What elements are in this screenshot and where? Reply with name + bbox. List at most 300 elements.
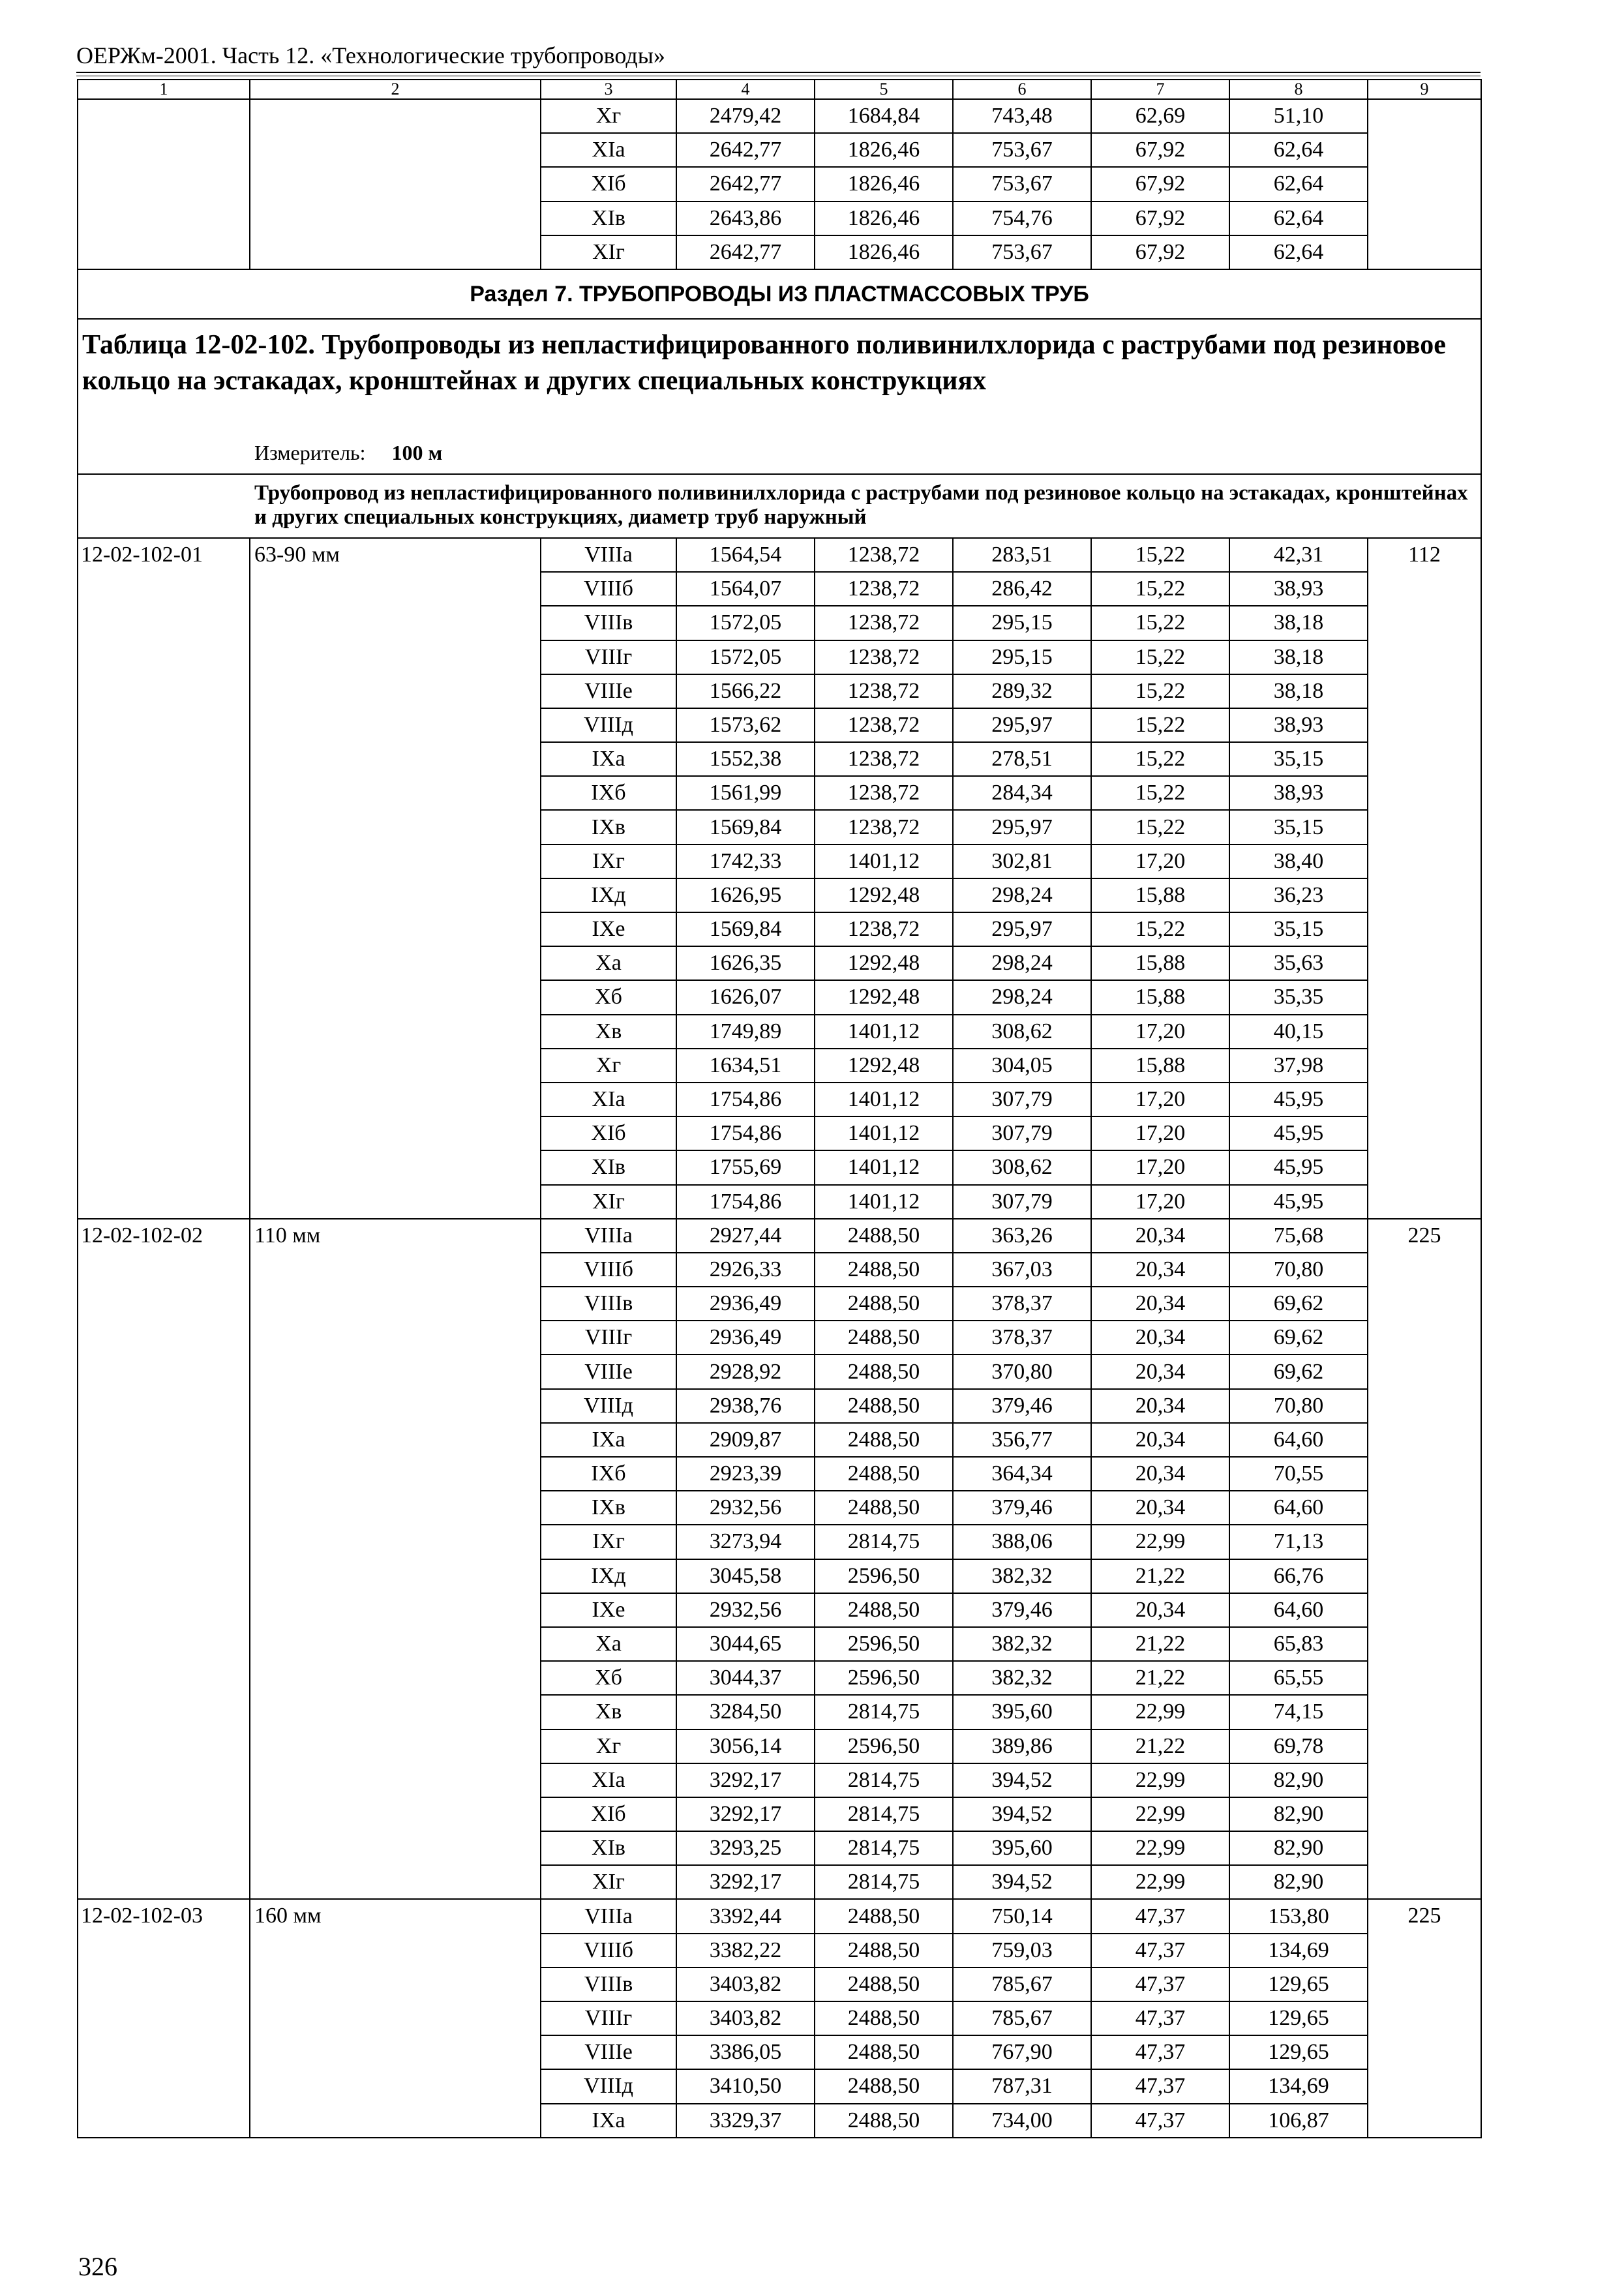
section-row: [78, 269, 1481, 319]
data-cell: 21,22: [1091, 1661, 1229, 1695]
data-cell: VIIIд: [541, 1389, 676, 1423]
data-cell: 70,55: [1229, 1457, 1368, 1491]
data-cell: 2814,75: [815, 1831, 953, 1865]
data-cell: 2909,87: [676, 1423, 815, 1457]
data-cell: VIIIв: [541, 1287, 676, 1321]
data-cell: 1401,12: [815, 1083, 953, 1116]
data-cell: 1238,72: [815, 606, 953, 640]
data-cell: 15,22: [1091, 810, 1229, 844]
data-cell: 2488,50: [815, 1934, 953, 1967]
data-cell: 370,80: [953, 1354, 1091, 1388]
data-cell: 2488,50: [815, 1321, 953, 1354]
data-cell: 2643,86: [676, 202, 815, 235]
data-cell: 298,24: [953, 946, 1091, 980]
data-cell: 295,97: [953, 810, 1091, 844]
data-cell: 1552,38: [676, 742, 815, 776]
data-cell: 753,67: [953, 167, 1091, 201]
data-cell: 394,52: [953, 1763, 1091, 1797]
data-cell: 2596,50: [815, 1661, 953, 1695]
data-cell: XIв: [541, 202, 676, 235]
data-cell: 298,24: [953, 980, 1091, 1014]
data-cell: 378,37: [953, 1287, 1091, 1321]
data-cell: 17,20: [1091, 845, 1229, 878]
column-number: 6: [953, 80, 1091, 99]
data-cell: VIIIе: [541, 2035, 676, 2069]
data-cell: 278,51: [953, 742, 1091, 776]
data-cell: 74,15: [1229, 1695, 1368, 1729]
data-cell: VIIIб: [541, 572, 676, 606]
data-cell: 17,20: [1091, 1015, 1229, 1049]
data-cell: 307,79: [953, 1083, 1091, 1116]
data-cell: 1626,95: [676, 878, 815, 912]
data-cell: 295,97: [953, 912, 1091, 946]
data-cell: XIа: [541, 1083, 676, 1116]
data-cell: 134,69: [1229, 2069, 1368, 2103]
data-cell: 2814,75: [815, 1797, 953, 1831]
data-cell: 15,88: [1091, 980, 1229, 1014]
code-cell-empty: [78, 99, 250, 269]
data-cell: 1684,84: [815, 99, 953, 133]
data-cell: 2488,50: [815, 1457, 953, 1491]
data-cell: 2488,50: [815, 1253, 953, 1287]
data-cell: 289,32: [953, 674, 1091, 708]
data-cell: 3044,37: [676, 1661, 815, 1695]
data-cell: 67,92: [1091, 167, 1229, 201]
data-cell: 17,20: [1091, 1185, 1229, 1219]
data-cell: 1238,72: [815, 776, 953, 810]
data-cell: 2488,50: [815, 1593, 953, 1627]
data-cell: 767,90: [953, 2035, 1091, 2069]
data-cell: 2488,50: [815, 2104, 953, 2138]
data-cell: IXа: [541, 742, 676, 776]
data-cell: 363,26: [953, 1219, 1091, 1253]
column-number: 7: [1091, 80, 1229, 99]
data-cell: 3329,37: [676, 2104, 815, 2138]
data-cell: 2926,33: [676, 1253, 815, 1287]
data-cell: 750,14: [953, 1899, 1091, 1933]
data-cell: 3292,17: [676, 1865, 815, 1899]
data-cell: Xб: [541, 980, 676, 1014]
data-cell: 1572,05: [676, 606, 815, 640]
data-cell: 17,20: [1091, 1150, 1229, 1184]
data-cell: 1626,07: [676, 980, 815, 1014]
data-cell: IXд: [541, 878, 676, 912]
data-cell: VIIIе: [541, 674, 676, 708]
data-cell: 2928,92: [676, 1354, 815, 1388]
data-cell: 17,20: [1091, 1083, 1229, 1116]
data-cell: 2488,50: [815, 2069, 953, 2103]
data-cell: 395,60: [953, 1831, 1091, 1865]
data-cell: 2488,50: [815, 2001, 953, 2035]
col9-cell-empty: [1368, 99, 1481, 269]
data-cell: 37,98: [1229, 1049, 1368, 1083]
data-cell: 15,22: [1091, 640, 1229, 674]
data-cell: 62,69: [1091, 99, 1229, 133]
rate-code: 12-02-102-03: [78, 1899, 250, 2137]
data-cell: 1238,72: [815, 538, 953, 572]
data-cell: 2936,49: [676, 1321, 815, 1354]
data-cell: VIIIг: [541, 640, 676, 674]
data-cell: VIIIг: [541, 1321, 676, 1354]
data-cell: 82,90: [1229, 1797, 1368, 1831]
data-cell: 1401,12: [815, 845, 953, 878]
data-cell: 2488,50: [815, 1899, 953, 1933]
data-cell: 22,99: [1091, 1525, 1229, 1559]
data-cell: 2488,50: [815, 1287, 953, 1321]
data-cell: 1826,46: [815, 202, 953, 235]
data-cell: 15,22: [1091, 776, 1229, 810]
data-cell: 295,15: [953, 606, 1091, 640]
data-cell: IXд: [541, 1559, 676, 1593]
data-cell: 35,15: [1229, 810, 1368, 844]
data-cell: XIв: [541, 1150, 676, 1184]
data-cell: 69,78: [1229, 1729, 1368, 1763]
data-cell: 21,22: [1091, 1627, 1229, 1661]
data-cell: 759,03: [953, 1934, 1091, 1967]
data-cell: 382,32: [953, 1661, 1091, 1695]
data-cell: 15,22: [1091, 674, 1229, 708]
data-cell: 2488,50: [815, 2035, 953, 2069]
data-cell: 35,15: [1229, 912, 1368, 946]
data-cell: 379,46: [953, 1593, 1091, 1627]
data-cell: 64,60: [1229, 1593, 1368, 1627]
data-cell: IXе: [541, 1593, 676, 1627]
data-cell: 69,62: [1229, 1354, 1368, 1388]
data-cell: 36,23: [1229, 878, 1368, 912]
data-cell: VIIIа: [541, 538, 676, 572]
data-cell: 66,76: [1229, 1559, 1368, 1593]
data-cell: 15,88: [1091, 878, 1229, 912]
data-cell: 65,83: [1229, 1627, 1368, 1661]
table-row: [78, 1219, 1481, 1253]
data-cell: 388,06: [953, 1525, 1091, 1559]
data-cell: 284,34: [953, 776, 1091, 810]
data-cell: 3044,65: [676, 1627, 815, 1661]
data-cell: 1238,72: [815, 640, 953, 674]
data-cell: 2814,75: [815, 1695, 953, 1729]
data-cell: 62,64: [1229, 133, 1368, 167]
data-cell: 286,42: [953, 572, 1091, 606]
data-cell: 35,63: [1229, 946, 1368, 980]
header-rule: [76, 72, 1481, 73]
data-cell: 2596,50: [815, 1627, 953, 1661]
data-cell: IXб: [541, 1457, 676, 1491]
data-cell: 45,95: [1229, 1185, 1368, 1219]
data-cell: VIIIа: [541, 1219, 676, 1253]
data-cell: 3292,17: [676, 1797, 815, 1831]
data-cell: 82,90: [1229, 1831, 1368, 1865]
data-cell: 2479,42: [676, 99, 815, 133]
measure-value: 100 м: [391, 440, 443, 464]
data-cell: 356,77: [953, 1423, 1091, 1457]
data-cell: 1626,35: [676, 946, 815, 980]
data-cell: 65,55: [1229, 1661, 1368, 1695]
data-cell: 2927,44: [676, 1219, 815, 1253]
data-cell: 1754,86: [676, 1116, 815, 1150]
data-cell: 2596,50: [815, 1729, 953, 1763]
data-cell: 38,18: [1229, 640, 1368, 674]
data-cell: 2923,39: [676, 1457, 815, 1491]
data-cell: 1292,48: [815, 980, 953, 1014]
data-cell: 3386,05: [676, 2035, 815, 2069]
data-cell: 129,65: [1229, 1967, 1368, 2001]
data-cell: 1238,72: [815, 810, 953, 844]
data-cell: 20,34: [1091, 1593, 1229, 1627]
table-row: [78, 538, 1481, 572]
data-cell: 47,37: [1091, 1967, 1229, 2001]
data-cell: 69,62: [1229, 1287, 1368, 1321]
data-cell: 1238,72: [815, 708, 953, 742]
data-cell: VIIIд: [541, 708, 676, 742]
data-cell: Xв: [541, 1695, 676, 1729]
data-cell: 3403,82: [676, 1967, 815, 2001]
data-cell: 3056,14: [676, 1729, 815, 1763]
data-cell: IXв: [541, 1491, 676, 1525]
data-cell: 754,76: [953, 202, 1091, 235]
data-cell: Xг: [541, 99, 676, 133]
data-cell: 389,86: [953, 1729, 1091, 1763]
data-cell: 134,69: [1229, 1934, 1368, 1967]
data-cell: 2642,77: [676, 235, 815, 269]
data-cell: 20,34: [1091, 1423, 1229, 1457]
data-cell: 47,37: [1091, 2069, 1229, 2103]
data-cell: 15,22: [1091, 606, 1229, 640]
data-cell: 3292,17: [676, 1763, 815, 1797]
column-number: 5: [815, 80, 953, 99]
data-cell: Xв: [541, 1015, 676, 1049]
table-row: [78, 1899, 1481, 1933]
data-cell: 1561,99: [676, 776, 815, 810]
data-cell: Xг: [541, 1049, 676, 1083]
data-cell: 129,65: [1229, 2001, 1368, 2035]
data-cell: 51,10: [1229, 99, 1368, 133]
data-cell: 308,62: [953, 1150, 1091, 1184]
data-cell: 47,37: [1091, 2001, 1229, 2035]
data-cell: 1569,84: [676, 810, 815, 844]
data-cell: VIIIа: [541, 1899, 676, 1933]
data-cell: XIа: [541, 1763, 676, 1797]
column-number: 9: [1368, 80, 1481, 99]
data-cell: 47,37: [1091, 1899, 1229, 1933]
data-cell: 45,95: [1229, 1150, 1368, 1184]
data-cell: 3293,25: [676, 1831, 815, 1865]
col9-value: 225: [1368, 1899, 1481, 2137]
data-cell: VIIIб: [541, 1934, 676, 1967]
rate-code: 12-02-102-02: [78, 1219, 250, 1900]
column-number: 2: [250, 80, 541, 99]
data-cell: 1401,12: [815, 1116, 953, 1150]
data-cell: 67,92: [1091, 202, 1229, 235]
data-cell: 295,15: [953, 640, 1091, 674]
data-cell: IXг: [541, 845, 676, 878]
data-cell: 47,37: [1091, 2035, 1229, 2069]
data-cell: 15,22: [1091, 708, 1229, 742]
data-cell: 38,18: [1229, 674, 1368, 708]
data-cell: 38,93: [1229, 572, 1368, 606]
data-cell: 47,37: [1091, 2104, 1229, 2138]
rates-table: [77, 79, 1482, 2138]
data-cell: 47,37: [1091, 1934, 1229, 1967]
data-cell: 1564,07: [676, 572, 815, 606]
data-cell: 1401,12: [815, 1150, 953, 1184]
data-cell: 38,93: [1229, 776, 1368, 810]
data-cell: 1238,72: [815, 674, 953, 708]
data-cell: 1826,46: [815, 133, 953, 167]
data-cell: 307,79: [953, 1185, 1091, 1219]
column-number: 1: [78, 80, 250, 99]
data-cell: IXг: [541, 1525, 676, 1559]
rate-code: 12-02-102-01: [78, 538, 250, 1219]
data-cell: Xг: [541, 1729, 676, 1763]
data-cell: 64,60: [1229, 1491, 1368, 1525]
data-cell: 70,80: [1229, 1389, 1368, 1423]
data-cell: 2814,75: [815, 1763, 953, 1797]
data-cell: 62,64: [1229, 235, 1368, 269]
data-cell: VIIIв: [541, 606, 676, 640]
data-cell: 395,60: [953, 1695, 1091, 1729]
data-cell: IXб: [541, 776, 676, 810]
data-cell: XIб: [541, 1116, 676, 1150]
table-row: [78, 99, 1481, 133]
data-cell: 38,40: [1229, 845, 1368, 878]
pipe-diameter: 110 мм: [250, 1219, 541, 1900]
data-cell: 785,67: [953, 2001, 1091, 2035]
data-cell: 1292,48: [815, 878, 953, 912]
data-cell: 2596,50: [815, 1559, 953, 1593]
group-description-row: [78, 474, 1481, 538]
data-cell: 308,62: [953, 1015, 1091, 1049]
data-cell: 82,90: [1229, 1763, 1368, 1797]
data-cell: 382,32: [953, 1559, 1091, 1593]
data-cell: 2936,49: [676, 1287, 815, 1321]
data-cell: 20,34: [1091, 1457, 1229, 1491]
data-cell: 785,67: [953, 1967, 1091, 2001]
data-cell: 753,67: [953, 133, 1091, 167]
data-cell: 295,97: [953, 708, 1091, 742]
data-cell: 75,68: [1229, 1219, 1368, 1253]
data-cell: IXе: [541, 912, 676, 946]
data-cell: 1569,84: [676, 912, 815, 946]
data-cell: 2642,77: [676, 167, 815, 201]
data-cell: XIа: [541, 133, 676, 167]
data-cell: 15,22: [1091, 572, 1229, 606]
data-cell: 20,34: [1091, 1321, 1229, 1354]
data-cell: 1826,46: [815, 235, 953, 269]
data-cell: 67,92: [1091, 133, 1229, 167]
data-cell: 3045,58: [676, 1559, 815, 1593]
data-cell: 70,80: [1229, 1253, 1368, 1287]
data-cell: VIIIг: [541, 2001, 676, 2035]
data-cell: 15,88: [1091, 1049, 1229, 1083]
data-cell: XIг: [541, 1865, 676, 1899]
data-cell: 1401,12: [815, 1015, 953, 1049]
data-cell: 40,15: [1229, 1015, 1368, 1049]
data-cell: 1564,54: [676, 538, 815, 572]
data-cell: 62,64: [1229, 202, 1368, 235]
data-cell: Xб: [541, 1661, 676, 1695]
data-cell: 22,99: [1091, 1865, 1229, 1899]
data-cell: IXа: [541, 1423, 676, 1457]
table-title: Таблица 12-02-102. Трубопроводы из непластифицированного поливинилхлорида с раструбами под резиновое кольцо на эстакадах, кронштейнах и других специальных конструкциях: [82, 329, 1446, 396]
data-cell: 1238,72: [815, 912, 953, 946]
data-cell: 3410,50: [676, 2069, 815, 2103]
data-cell: 2932,56: [676, 1491, 815, 1525]
data-cell: 2488,50: [815, 1423, 953, 1457]
col9-value: 112: [1368, 538, 1481, 1219]
data-cell: 22,99: [1091, 1763, 1229, 1797]
data-cell: 67,92: [1091, 235, 1229, 269]
data-cell: 82,90: [1229, 1865, 1368, 1899]
column-number-row: [78, 80, 1481, 99]
data-cell: 1238,72: [815, 742, 953, 776]
data-cell: 15,22: [1091, 742, 1229, 776]
data-cell: 20,34: [1091, 1219, 1229, 1253]
data-cell: XIв: [541, 1831, 676, 1865]
data-cell: Xа: [541, 1627, 676, 1661]
measure-label: Измеритель:: [254, 440, 366, 464]
data-cell: 15,22: [1091, 912, 1229, 946]
pipe-diameter: 160 мм: [250, 1899, 541, 2137]
data-cell: 1634,51: [676, 1049, 815, 1083]
data-cell: 1401,12: [815, 1185, 953, 1219]
data-cell: 17,20: [1091, 1116, 1229, 1150]
data-cell: 2488,50: [815, 1967, 953, 2001]
diameter-cell-empty: [250, 99, 541, 269]
data-cell: 2488,50: [815, 1219, 953, 1253]
column-number: 3: [541, 80, 676, 99]
data-cell: Xа: [541, 946, 676, 980]
data-cell: VIIIб: [541, 1253, 676, 1287]
data-cell: 1238,72: [815, 572, 953, 606]
data-cell: 1292,48: [815, 1049, 953, 1083]
data-cell: XIг: [541, 1185, 676, 1219]
data-cell: 394,52: [953, 1797, 1091, 1831]
data-cell: 64,60: [1229, 1423, 1368, 1457]
running-header: ОЕРЖм-2001. Часть 12. «Технологические трубопроводы»: [76, 42, 665, 68]
data-cell: 20,34: [1091, 1287, 1229, 1321]
data-cell: 129,65: [1229, 2035, 1368, 2069]
data-cell: 20,34: [1091, 1491, 1229, 1525]
data-cell: 734,00: [953, 2104, 1091, 2138]
data-cell: 3284,50: [676, 1695, 815, 1729]
data-cell: 1754,86: [676, 1185, 815, 1219]
data-cell: 307,79: [953, 1116, 1091, 1150]
data-cell: 45,95: [1229, 1116, 1368, 1150]
data-cell: 2488,50: [815, 1491, 953, 1525]
section-title: Раздел 7. ТРУБОПРОВОДЫ ИЗ ПЛАСТМАССОВЫХ ТРУБ: [78, 269, 1481, 319]
data-cell: 3382,22: [676, 1934, 815, 1967]
data-cell: 787,31: [953, 2069, 1091, 2103]
data-cell: 2488,50: [815, 1354, 953, 1388]
data-cell: VIIIв: [541, 1967, 676, 2001]
data-cell: 2932,56: [676, 1593, 815, 1627]
data-cell: 2814,75: [815, 1865, 953, 1899]
data-cell: 20,34: [1091, 1354, 1229, 1388]
data-cell: 1754,86: [676, 1083, 815, 1116]
data-cell: XIб: [541, 1797, 676, 1831]
column-number: 4: [676, 80, 815, 99]
data-cell: 379,46: [953, 1491, 1091, 1525]
table-body: [78, 80, 1481, 2138]
data-cell: 35,35: [1229, 980, 1368, 1014]
data-cell: 71,13: [1229, 1525, 1368, 1559]
data-cell: 21,22: [1091, 1729, 1229, 1763]
data-cell: 304,05: [953, 1049, 1091, 1083]
col9-value: 225: [1368, 1219, 1481, 1900]
data-cell: 2814,75: [815, 1525, 953, 1559]
data-cell: 1742,33: [676, 845, 815, 878]
data-cell: 1292,48: [815, 946, 953, 980]
